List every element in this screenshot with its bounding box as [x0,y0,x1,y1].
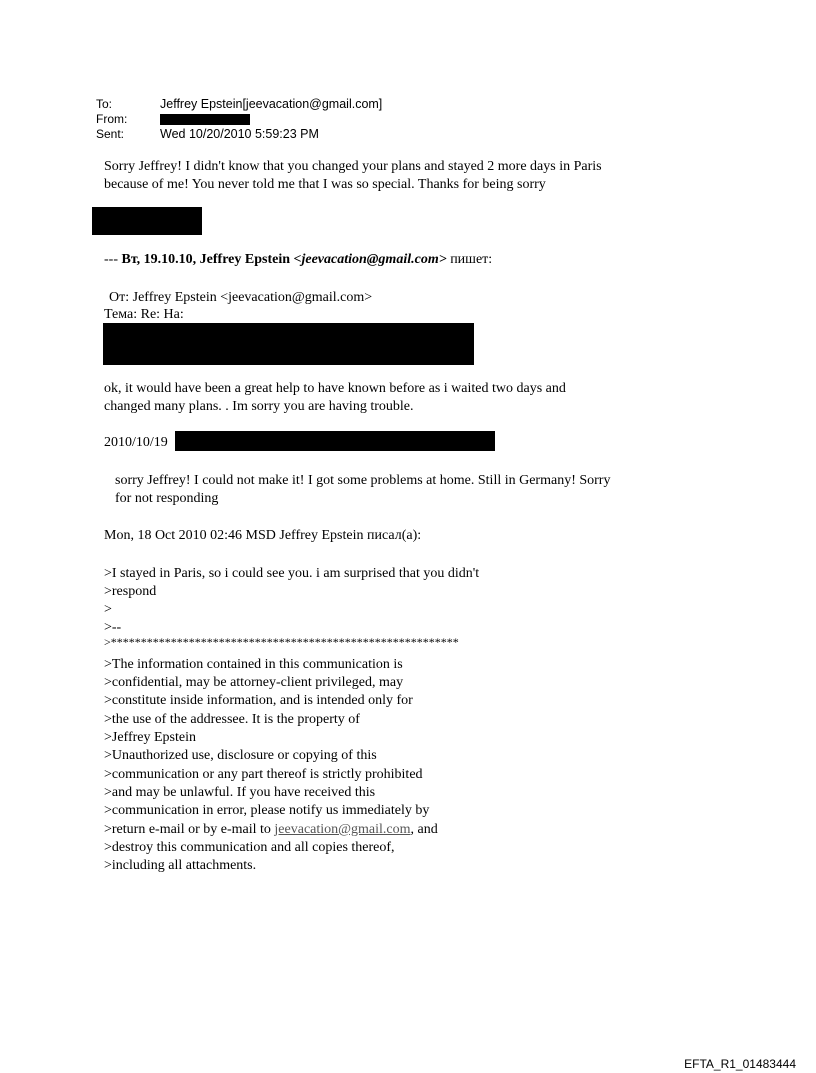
email-link[interactable]: jeevacation@gmail.com [274,822,411,837]
separator-suffix: пишет: [446,252,493,267]
quoted-line: >communication in error, please notify us immediately by [104,803,430,818]
sent-value: Wed 10/20/2010 5:59:23 PM [160,127,319,141]
separator-prefix: --- [104,252,122,267]
redaction-from [160,114,250,125]
closing-line: >destroy this communication and all copies thereof, [104,840,395,855]
quoted-from-line: От: Jeffrey Epstein <jeevacation@gmail.com> [109,290,373,305]
quoted-line: >The information contained in this communication is [104,657,403,672]
reply-line-2: because of me! You never told me that I was so special. Thanks for being sorry [104,177,546,192]
quoted-line: >communication or any part thereof is strictly prohibited [104,767,423,782]
quoted-line: > [104,602,112,617]
redaction-subject [103,323,474,365]
document-id-footer: EFTA_R1_01483444 [684,1057,796,1071]
quoted-line: >Unauthorized use, disclosure or copying of this [104,748,377,763]
return-email-line [104,821,438,839]
quoted-line: >respond [104,584,157,599]
quoted-line: >I stayed in Paris, so i could see you. i am surprised that you didn't [104,566,480,581]
separator-email: <jeevacation@gmail.com> [293,252,447,267]
to-label: To: [96,97,113,111]
quoted-line: >the use of the addressee. It is the property of [104,712,360,727]
quoted-line: >Jeffrey Epstein [104,730,196,745]
sent-label: Sent: [96,127,125,141]
quoted-line: >confidential, may be attorney-client privileged, may [104,675,404,690]
attribution-line: Mon, 18 Oct 2010 02:46 MSD Jeffrey Epstein писал(а): [104,528,422,543]
redaction-signature [92,207,202,235]
return-email-text: >return e-mail or by e-mail to [104,822,275,837]
epstein-reply-line-2: changed many plans. . Im sorry you are having trouble. [104,399,414,414]
quoted-line: >-- [104,620,122,635]
quoted-subject-line: Тема: Re: На: [104,307,184,322]
from-label: From: [96,112,128,126]
separator-date-sender: Вт, 19.10.10, Jeffrey Epstein [121,252,294,267]
to-value: Jeffrey Epstein[jeevacation@gmail.com] [160,97,383,111]
closing-line: >including all attachments. [104,858,257,873]
quoted-line: >constitute inside information, and is intended only for [104,693,413,708]
epstein-reply-line-1: ok, it would have been a great help to have known before as i waited two days and [104,381,566,396]
return-email-tail: , and [410,822,438,837]
date-prefix: 2010/10/19 [104,435,168,450]
reply-line-1: Sorry Jeffrey! I didn't know that you changed your plans and stayed 2 more days in Paris [104,159,602,174]
earlier-msg-line-2: for not responding [115,491,219,506]
redaction-date-sender [175,431,495,451]
quoted-line-asterisks: >********************************************************** [104,635,459,649]
quoted-line: >and may be unlawful. If you have received this [104,785,376,800]
earlier-msg-line-1: sorry Jeffrey! I could not make it! I got some problems at home. Still in Germany! Sorry [115,473,611,488]
quote-separator [104,252,492,268]
